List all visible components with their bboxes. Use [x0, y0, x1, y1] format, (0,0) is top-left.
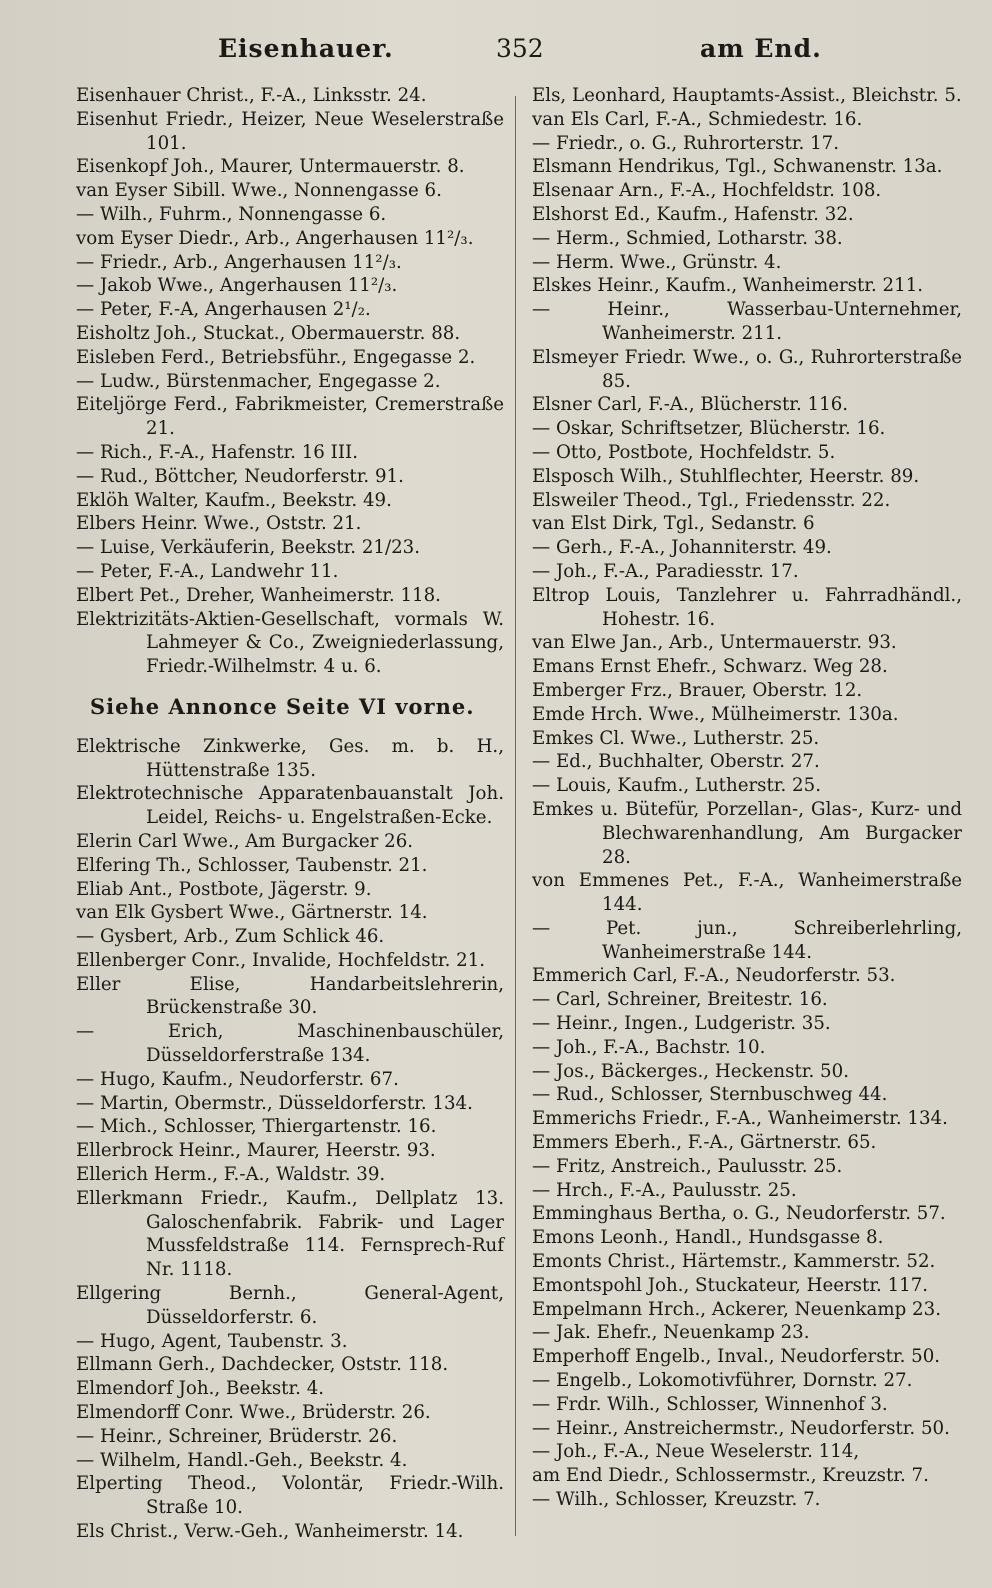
directory-entry: — Friedr., Arb., Angerhausen 11²/₃.: [76, 251, 402, 273]
directory-entry: Emberger Frz., Brauer, Oberstr. 12.: [532, 679, 863, 701]
directory-entry: — Pet. jun., Schreiberlehrling, Wanheimerstraße 144.: [532, 917, 962, 963]
directory-entry: — Carl, Schreiner, Breitestr. 16.: [532, 989, 828, 1011]
directory-entry: van Elwe Jan., Arb., Untermauerstr. 93.: [532, 632, 897, 654]
directory-entry: Elsner Carl, F.-A., Blücherstr. 116.: [532, 394, 849, 416]
directory-entry: — Peter, F.-A, Angerhausen 2¹/₂.: [76, 299, 371, 321]
directory-entry: — Rud., Böttcher, Neudorferstr. 91.: [76, 465, 404, 487]
directory-entry: Elsmann Hendrikus, Tgl., Schwanenstr. 13a.: [532, 156, 943, 178]
directory-entry: — Gysbert, Arb., Zum Schlick 46.: [76, 926, 385, 948]
directory-entry: Eliab Ant., Postbote, Jägerstr. 9.: [76, 878, 372, 900]
directory-entry: Elshorst Ed., Kaufm., Hafenstr. 32.: [532, 203, 854, 225]
directory-entry: Elmendorff Conr. Wwe., Brüderstr. 26.: [76, 1402, 431, 1424]
directory-entry: Ellgering Bernh., General-Agent, Düsseldorferstr. 6.: [76, 1283, 504, 1328]
directory-entry: Emontspohl Joh., Stuckateur, Heerstr. 117.: [532, 1274, 929, 1296]
directory-entry: Emonts Christ., Härtemstr., Kammerstr. 52.: [532, 1251, 936, 1273]
directory-entry: Eisenkopf Joh., Maurer, Untermauerstr. 8.: [76, 156, 465, 178]
directory-entry: Eltrop Louis, Tanzlehrer u. Fahrradhändl., Hohestr. 16.: [532, 584, 962, 630]
directory-entry: Eiteljörge Ferd., Fabrikmeister, Cremerstraße 21.: [76, 394, 504, 440]
directory-entry: Elsweiler Theod., Tgl., Friedensstr. 22.: [532, 489, 891, 511]
directory-entry: — Heinr., Schreiner, Brüderstr. 26.: [76, 1425, 398, 1447]
page-header: [78, 34, 958, 74]
directory-entry: Empelmann Hrch., Ackerer, Neuenkamp 23.: [532, 1298, 941, 1320]
directory-entry: — Ludw., Bürstenmacher, Engegasse 2.: [76, 370, 441, 392]
directory-entry: Elbers Heinr. Wwe., Oststr. 21.: [76, 513, 362, 535]
right-column: [532, 84, 962, 1512]
directory-entry: Elmendorf Joh., Beekstr. 4.: [76, 1378, 325, 1400]
page-number: 352: [496, 34, 544, 63]
directory-entry: — Herm., Schmied, Lotharstr. 38.: [532, 227, 843, 249]
directory-entry: — Engelb., Lokomotivführer, Dornstr. 27.: [532, 1370, 913, 1392]
directory-entry: Emkes Cl. Wwe., Lutherstr. 25.: [532, 727, 820, 749]
directory-entry: — Fritz, Anstreich., Paulusstr. 25.: [532, 1155, 843, 1177]
directory-entry: — Peter, F.-A., Landwehr 11.: [76, 560, 339, 582]
directory-entry: Emmerich Carl, F.-A., Neudorferstr. 53.: [532, 965, 896, 987]
directory-entry: van Els Carl, F.-A., Schmiedestr. 16.: [532, 108, 863, 130]
directory-entry: — Mich., Schlosser, Thiergartenstr. 16.: [76, 1116, 437, 1138]
directory-entry: Elektrische Zinkwerke, Ges. m. b. H., Hüttenstraße 135.: [76, 735, 504, 781]
directory-entry: — Herm. Wwe., Grünstr. 4.: [532, 251, 782, 273]
directory-entry: Emkes u. Bütefür, Porzellan-, Glas-, Kurz- und Blechwarenhandlung, Am Burgacker 28.: [532, 798, 962, 868]
directory-entry: Elperting Theod., Volontär, Friedr.-Wilh. Straße 10.: [76, 1473, 504, 1519]
directory-entry: van Eyser Sibill. Wwe., Nonnengasse 6.: [76, 180, 442, 202]
directory-entry: — Louis, Kaufm., Lutherstr. 25.: [532, 775, 821, 797]
directory-entry: — Joh., F.-A., Bachstr. 10.: [532, 1036, 766, 1058]
directory-entry: — Jak. Ehefr., Neuenkamp 23.: [532, 1322, 810, 1344]
directory-entry: — Hugo, Kaufm., Neudorferstr. 67.: [76, 1068, 399, 1090]
directory-entry: Emminghaus Bertha, o. G., Neudorferstr. 57.: [532, 1203, 946, 1225]
directory-entry: Els, Leonhard, Hauptamts-Assist., Bleichstr. 5.: [532, 85, 962, 106]
directory-entry: von Emmenes Pet., F.-A., Wanheimerstraße 144.: [532, 870, 962, 916]
directory-entry: Elsenaar Arn., F.-A., Hochfeldstr. 108.: [532, 180, 882, 202]
directory-entry: — Luise, Verkäuferin, Beekstr. 21/23.: [76, 537, 421, 559]
directory-entry: Elektrizitäts-Aktien-Gesellschaft, vormals W. Lahmeyer & Co., Zweigniederlassung, Friedr.-Wilhelmstr. 4 u. 6.: [76, 608, 504, 678]
directory-entry: Ellenberger Conr., Invalide, Hochfeldstr. 21.: [76, 949, 486, 971]
directory-entry: Els Christ., Verw.-Geh., Wanheimerstr. 14.: [76, 1521, 464, 1543]
directory-entry: Eller Elise, Handarbeitslehrerin, Brückenstraße 30.: [76, 973, 504, 1019]
directory-entry: — Frdr. Wilh., Schlosser, Winnenhof 3.: [532, 1393, 888, 1415]
directory-entry: — Heinr., Ingen., Ludgeristr. 35.: [532, 1013, 831, 1035]
directory-entry: — Friedr., o. G., Ruhrorterstr. 17.: [532, 132, 840, 154]
directory-entry: Ellerbrock Heinr., Maurer, Heerstr. 93.: [76, 1140, 436, 1162]
header-first-name: Eisenhauer.: [218, 34, 394, 63]
directory-entry: — Joh., F.-A., Neue Weselerstr. 114,: [532, 1441, 860, 1463]
directory-entry: Elsposch Wilh., Stuhlflechter, Heerstr. 89.: [532, 465, 920, 487]
directory-entry: Emons Leonh., Handl., Hundsgasse 8.: [532, 1227, 884, 1249]
directory-entry: Elektrotechnische Apparatenbauanstalt Joh. Leidel, Reichs- u. Engelstraßen-Ecke.: [76, 783, 504, 829]
directory-entry: Emperhoff Engelb., Inval., Neudorferstr. 50.: [532, 1346, 941, 1368]
directory-entry: Emmers Eberh., F.-A., Gärtnerstr. 65.: [532, 1132, 877, 1154]
directory-entry: van Elk Gysbert Wwe., Gärtnerstr. 14.: [76, 902, 428, 924]
directory-entry: Elfering Th., Schlosser, Taubenstr. 21.: [76, 854, 428, 876]
directory-entry: Elskes Heinr., Kaufm., Wanheimerstr. 211.: [532, 275, 924, 297]
directory-entry: — Wilh., Schlosser, Kreuzstr. 7.: [532, 1489, 821, 1511]
advertisement-notice: Siehe Annonce Seite VI vorne.: [90, 693, 475, 719]
directory-entry: Elsmeyer Friedr. Wwe., o. G., Ruhrorterstraße 85.: [532, 346, 962, 392]
directory-entry: Emde Hrch. Wwe., Mülheimerstr. 130a.: [532, 703, 899, 725]
directory-entry: Eisenhauer Christ., F.-A., Linksstr. 24.: [76, 85, 427, 106]
directory-entry: — Ed., Buchhalter, Oberstr. 27.: [532, 751, 820, 773]
directory-entry: Ellerkmann Friedr., Kaufm., Dellplatz 13. Galoschenfabrik. Fabrik- und Lager Mussfeldstraße 114. Fernsprech-Ruf Nr. 1118.: [76, 1187, 504, 1281]
directory-entry: Eisleben Ferd., Betriebsführ., Engegasse 2.: [76, 346, 476, 368]
directory-entry: — Erich, Maschinenbauschüler, Düsseldorferstraße 134.: [76, 1021, 504, 1067]
directory-entry: — Heinr., Wasserbau-Unternehmer, Wanheimerstr. 211.: [532, 299, 962, 344]
directory-entry: am End Diedr., Schlossermstr., Kreuzstr. 7.: [532, 1465, 929, 1487]
directory-entry: vom Eyser Diedr., Arb., Angerhausen 11²/₃.: [76, 227, 474, 249]
directory-entry: Ellmann Gerh., Dachdecker, Oststr. 118.: [76, 1354, 449, 1376]
directory-entry: — Rud., Schlosser, Sternbuschweg 44.: [532, 1084, 888, 1106]
directory-entry: Eisholtz Joh., Stuckat., Obermauerstr. 88.: [76, 322, 461, 344]
directory-entry: — Oskar, Schriftsetzer, Blücherstr. 16.: [532, 418, 886, 440]
directory-entry: — Joh., F.-A., Paradiesstr. 17.: [532, 560, 799, 582]
directory-entry: van Elst Dirk, Tgl., Sedanstr. 6: [532, 513, 815, 535]
directory-entry: — Hrch., F.-A., Paulusstr. 25.: [532, 1179, 797, 1201]
directory-entry: Emmerichs Friedr., F.-A., Wanheimerstr. 134.: [532, 1108, 948, 1130]
directory-entry: — Wilh., Fuhrm., Nonnengasse 6.: [76, 203, 387, 225]
directory-entry: Eklöh Walter, Kaufm., Beekstr. 49.: [76, 489, 392, 511]
directory-entry: — Jakob Wwe., Angerhausen 11²/₃.: [76, 275, 398, 297]
directory-entry: — Gerh., F.-A., Johanniterstr. 49.: [532, 537, 832, 559]
directory-entry: — Jos., Bäckerges., Heckenstr. 50.: [532, 1060, 849, 1082]
directory-entry: — Otto, Postbote, Hochfeldstr. 5.: [532, 441, 836, 463]
directory-entry: — Wilhelm, Handl.-Geh., Beekstr. 4.: [76, 1449, 408, 1471]
directory-entry: Elerin Carl Wwe., Am Burgacker 26.: [76, 830, 414, 852]
directory-entry: — Martin, Obermstr., Düsseldorferstr. 134.: [76, 1092, 473, 1114]
directory-entry: Emans Ernst Ehefr., Schwarz. Weg 28.: [532, 656, 888, 678]
directory-entry: — Hugo, Agent, Taubenstr. 3.: [76, 1330, 348, 1352]
directory-entry: — Heinr., Anstreichermstr., Neudorferstr. 50.: [532, 1417, 950, 1439]
header-last-name: am End.: [700, 34, 822, 63]
directory-entry: Elbert Pet., Dreher, Wanheimerstr. 118.: [76, 584, 441, 606]
directory-entry: Eisenhut Friedr., Heizer, Neue Weselerstraße 101.: [76, 108, 504, 154]
column-divider: [515, 96, 516, 1536]
left-column: [76, 84, 504, 1544]
directory-entry: Ellerich Herm., F.-A., Waldstr. 39.: [76, 1164, 386, 1186]
directory-entry: — Rich., F.-A., Hafenstr. 16 III.: [76, 441, 358, 463]
